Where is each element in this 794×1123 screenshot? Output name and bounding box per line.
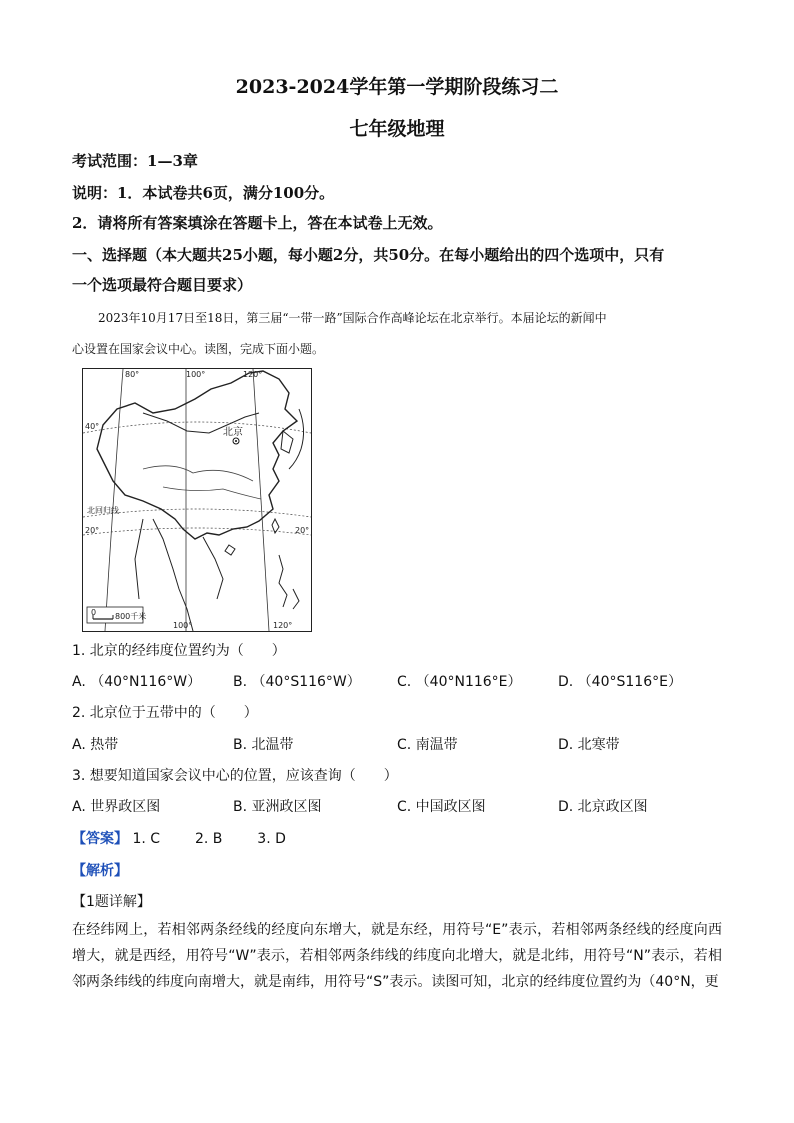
page-title: 2023-2024学年第一学期阶段练习二: [235, 76, 559, 98]
lon-label-120-bottom: 120°: [273, 621, 293, 630]
lon-label-120: 120°: [243, 370, 263, 379]
exam-note-1: 说明：1．本试卷共6页，满分100分。: [72, 184, 335, 202]
map-svg: [83, 369, 311, 631]
city-label-beijing: 北京: [223, 427, 243, 438]
q2-option-b: B. 北温带: [233, 737, 294, 753]
material-line2: 心设置在国家会议中心。读图，完成下面小题。: [72, 342, 325, 356]
q3-option-c: C. 中国政区图: [397, 799, 486, 815]
material-line1: 2023年10月17日至18日，第三届“一带一路”国际合作高峰论坛在北京举行。本届论坛的新闻中: [98, 311, 607, 325]
q2-option-d: D. 北寒带: [558, 737, 620, 753]
lon-label-100-bottom: 100°: [173, 621, 193, 630]
analysis-text: 在经纬网上，若相邻两条经线的经度向东增大，就是东经，用符号“E”表示，若相邻两条经线的经度向西增大，就是西经，用符号“W”表示，若相邻两条纬线的纬度向北增大，就是北纬，用符号“N”表示，若相邻两条纬线的纬度向南增大，就是南纬，用符号“S”表示。读图可知，北京的经纬度位置约为（40°N，更: [72, 922, 722, 990]
q2-option-a: A. 热带: [72, 737, 119, 753]
question-3-stem: 3. 想要知道国家会议中心的位置，应该查询（ ）: [72, 768, 398, 784]
asia-map-figure: [82, 368, 312, 632]
answer-item-1: 1. C: [132, 831, 161, 847]
q3-option-a: A. 世界政区图: [72, 799, 161, 815]
answer-line: [72, 828, 286, 848]
scale-zero-label: 0: [91, 608, 97, 617]
answer-item-3: 3. D: [257, 831, 286, 847]
lat-label-20-right: 20°: [295, 526, 310, 535]
q1-option-c: C. （40°N116°E）: [397, 674, 522, 690]
tropic-label: 北回归线: [87, 506, 119, 515]
section-heading-line1: 一、选择题（本大题共25小题，每小题2分，共50分。在每小题给出的四个选项中，只有: [72, 246, 665, 264]
lon-label-80: 80°: [125, 370, 140, 379]
q2-option-c: C. 南温带: [397, 737, 458, 753]
question-2-stem: 2. 北京位于五带中的（ ）: [72, 705, 258, 721]
exam-note-2: 2．请将所有答案填涂在答题卡上，答在本试卷上无效。: [72, 214, 443, 232]
scale-label: 800千米: [115, 612, 147, 621]
q3-option-d: D. 北京政区图: [558, 799, 648, 815]
analysis-subheading: 【1题详解】: [72, 894, 151, 910]
q1-option-a: A. （40°N116°W）: [72, 674, 202, 690]
analysis-tag: 【解析】: [72, 863, 128, 879]
exam-scope: 考试范围：1—3章: [72, 152, 198, 170]
answer-item-2: 2. B: [194, 831, 223, 847]
lat-label-40: 40°: [85, 422, 100, 431]
question-1-stem: 1. 北京的经纬度位置约为（ ）: [72, 643, 286, 659]
lon-label-100: 100°: [186, 370, 206, 379]
q3-option-b: B. 亚洲政区图: [233, 799, 322, 815]
lat-label-20-left: 20°: [85, 526, 100, 535]
q1-option-b: B. （40°S116°W）: [233, 674, 361, 690]
answer-tag: 【答案】: [72, 831, 128, 847]
q1-option-d: D. （40°S116°E）: [558, 674, 682, 690]
section-heading-line2: 一个选项最符合题目要求）: [72, 276, 253, 294]
page-subtitle: 七年级地理: [349, 118, 445, 140]
